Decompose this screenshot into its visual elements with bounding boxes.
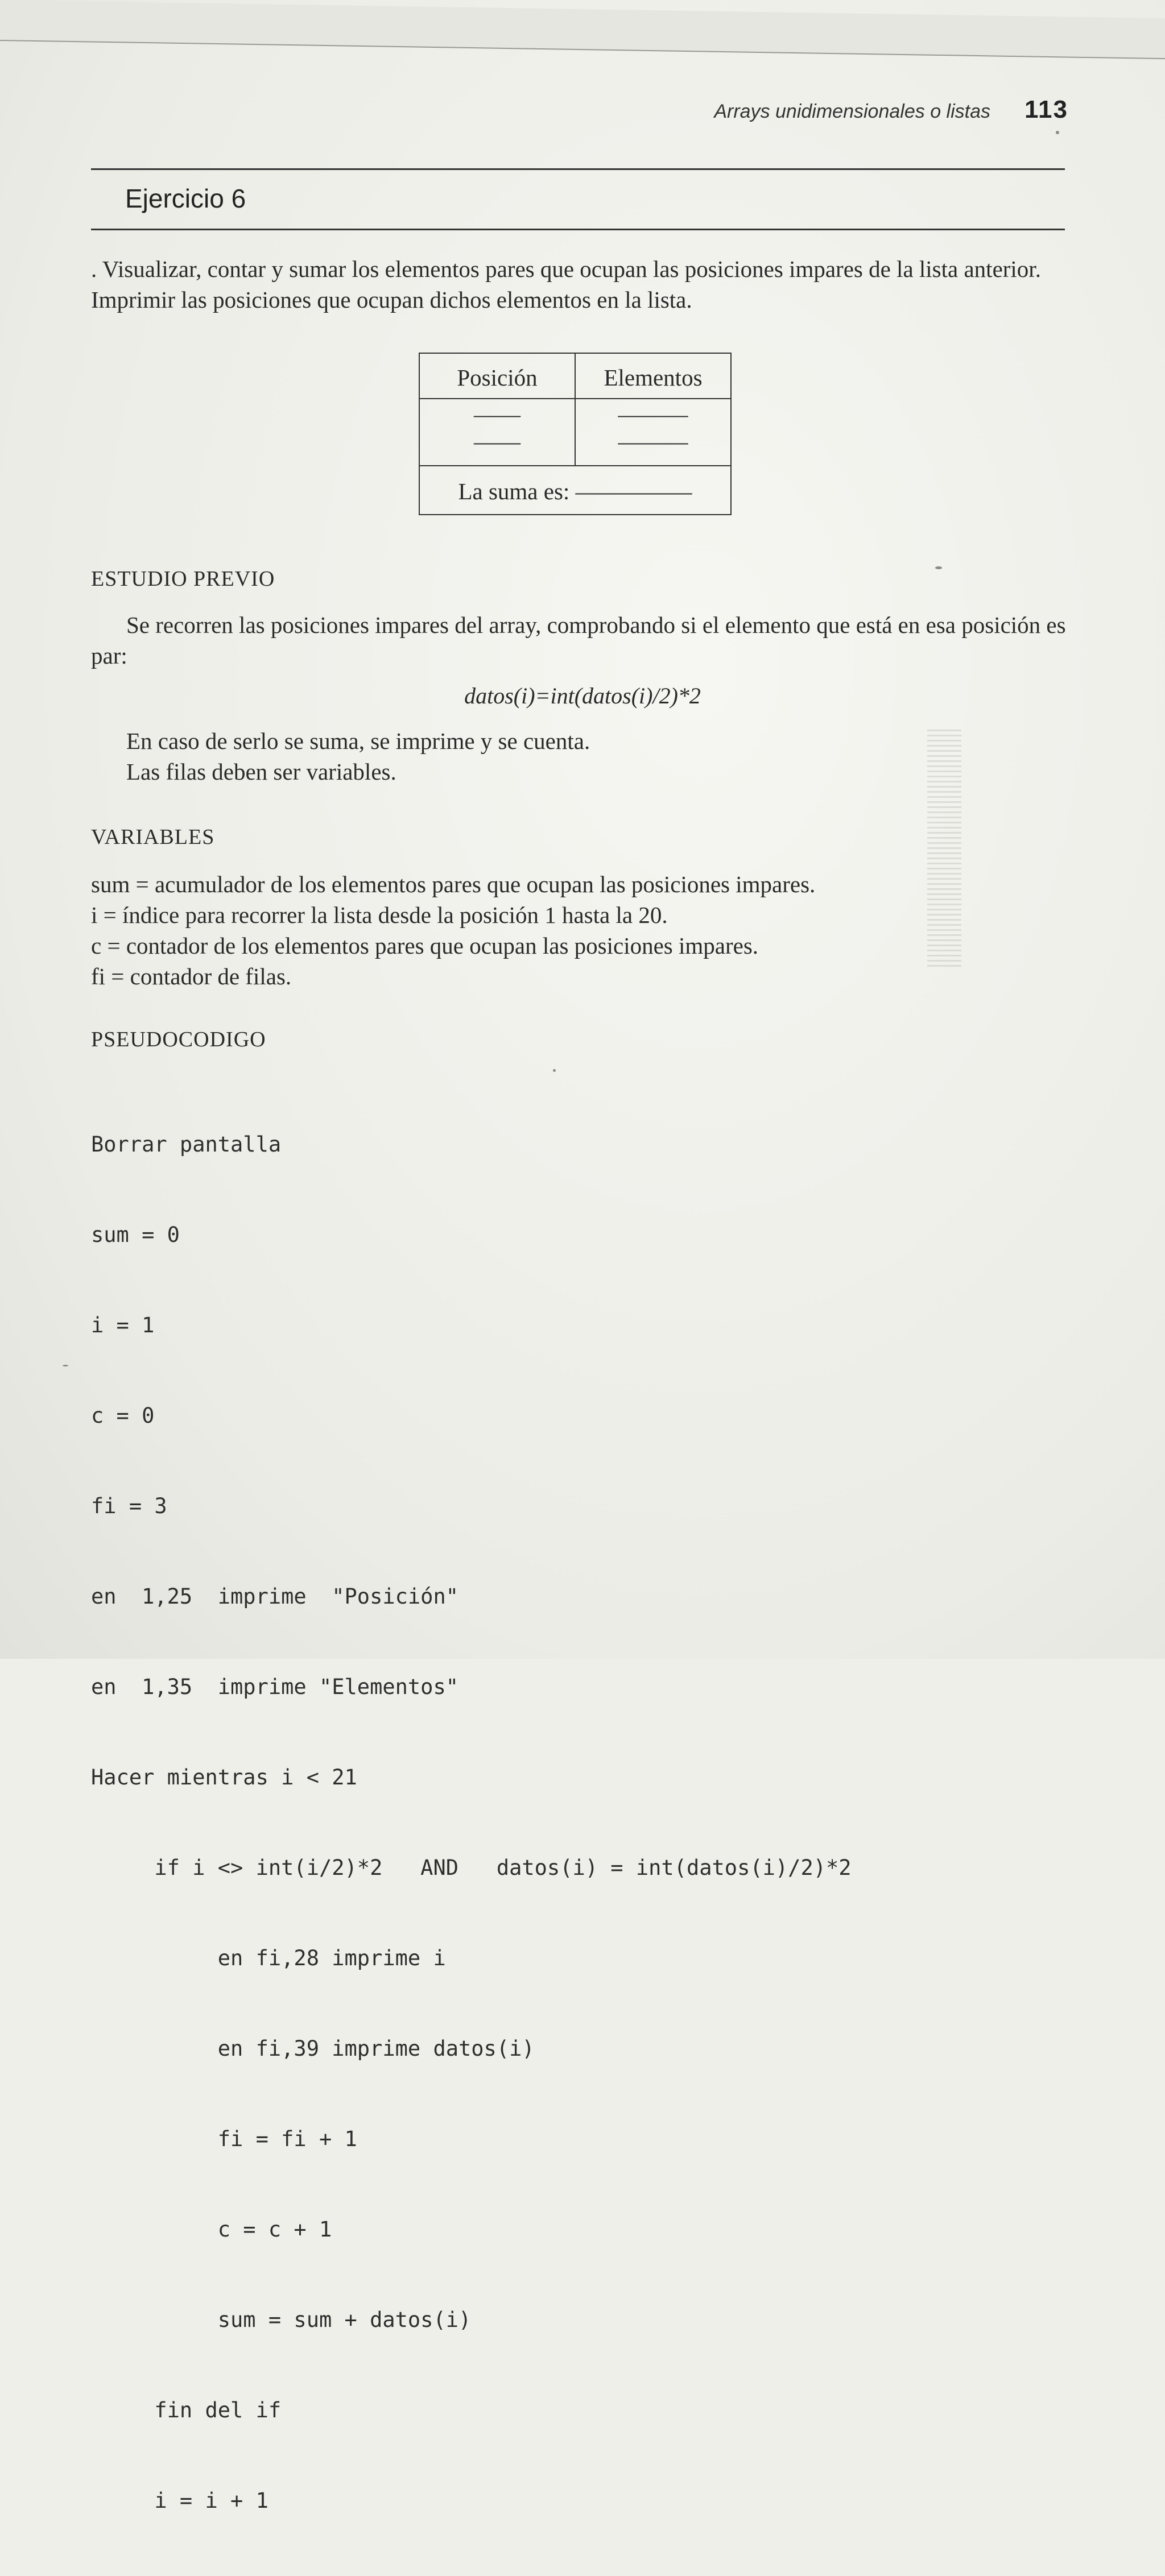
estudio-previo-paragraph: Se recorren las posiciones impares del array, comprobando si el elemento que está en esa posición es par: xyxy=(91,612,1066,669)
code-line: en fi,28 imprime i xyxy=(91,1946,446,1970)
variable-item: sum = acumulador de los elementos pares que ocupan las posiciones impares. xyxy=(91,871,816,897)
table-sum-rule xyxy=(420,465,730,466)
table-cell: —— xyxy=(474,401,520,427)
scan-speck xyxy=(63,1365,68,1366)
variable-item: i = índice para recorrer la lista desde la posición 1 hasta la 20. xyxy=(91,902,668,928)
code-line: i = 1 xyxy=(91,1313,155,1337)
page-top-edge xyxy=(0,0,1165,59)
code-line: c = 0 xyxy=(91,1403,155,1428)
table-sum-line: La suma es: ————— xyxy=(458,478,692,504)
parity-formula: datos(i)=int(datos(i)/2)*2 xyxy=(464,683,701,709)
section-heading-pseudocodigo: PSEUDOCODIGO xyxy=(91,1028,266,1051)
scan-speck xyxy=(935,566,942,569)
exercise-title: Ejercicio 6 xyxy=(125,184,246,213)
code-line: fin del if xyxy=(91,2398,282,2422)
code-line: en fi,39 imprime datos(i) xyxy=(91,2036,535,2061)
scan-speck xyxy=(553,1069,556,1072)
title-rule-bottom xyxy=(91,229,1065,230)
code-line: en 1,35 imprime "Elementos" xyxy=(91,1675,459,1699)
code-line: sum = sum + datos(i) xyxy=(91,2308,472,2332)
page-number: 113 xyxy=(1024,96,1068,123)
code-line: i = i + 1 xyxy=(91,2488,268,2513)
code-line: en 1,25 imprime "Posición" xyxy=(91,1584,459,1609)
code-line: sum = 0 xyxy=(91,1223,180,1247)
section-heading-variables: VARIABLES xyxy=(91,825,215,849)
table-cell: ——— xyxy=(618,401,688,427)
variables-list xyxy=(91,869,1069,992)
estudio-previo-text xyxy=(91,610,1069,671)
running-head xyxy=(714,96,1068,124)
table-header-elementos: Elementos xyxy=(604,365,703,391)
pseudocode-block xyxy=(91,1069,1058,2576)
note-line: En caso de serlo se suma, se imprime y se cuenta. xyxy=(126,728,590,754)
scan-speck xyxy=(1056,131,1059,134)
code-line: c = c + 1 xyxy=(91,2217,332,2242)
table-cell: —— xyxy=(474,428,520,454)
title-rule-top xyxy=(91,168,1065,170)
estudio-previo-notes xyxy=(126,726,1036,787)
code-line: Hacer mientras i < 21 xyxy=(91,1765,357,1790)
section-heading-estudio-previo: ESTUDIO PREVIO xyxy=(91,567,275,591)
output-layout-table xyxy=(419,353,732,515)
note-line: Las filas deben ser variables. xyxy=(126,759,396,785)
code-line: fi = 3 xyxy=(91,1494,167,1518)
table-header-rule xyxy=(420,398,730,399)
code-line: Borrar pantalla xyxy=(91,1132,282,1157)
code-line: fi = fi + 1 xyxy=(91,2127,357,2151)
variable-item: c = contador de los elementos pares que ocupan las posiciones impares. xyxy=(91,933,759,959)
variable-item: fi = contador de filas. xyxy=(91,963,292,989)
table-header-posicion: Posición xyxy=(457,365,538,391)
scan-smudge xyxy=(927,728,961,967)
exercise-statement xyxy=(91,254,1069,315)
table-cell: ——— xyxy=(618,428,688,454)
exercise-statement-text: . Visualizar, contar y sumar los elementos pares que ocupan las posiciones impares de la lista anterior. Imprimir las posiciones que ocupan dichos elementos en la lista. xyxy=(91,256,1041,313)
running-head-title: Arrays unidimensionales o listas xyxy=(714,101,991,122)
code-line: if i <> int(i/2)*2 AND datos(i) = int(datos(i)/2)*2 xyxy=(91,1856,852,1880)
